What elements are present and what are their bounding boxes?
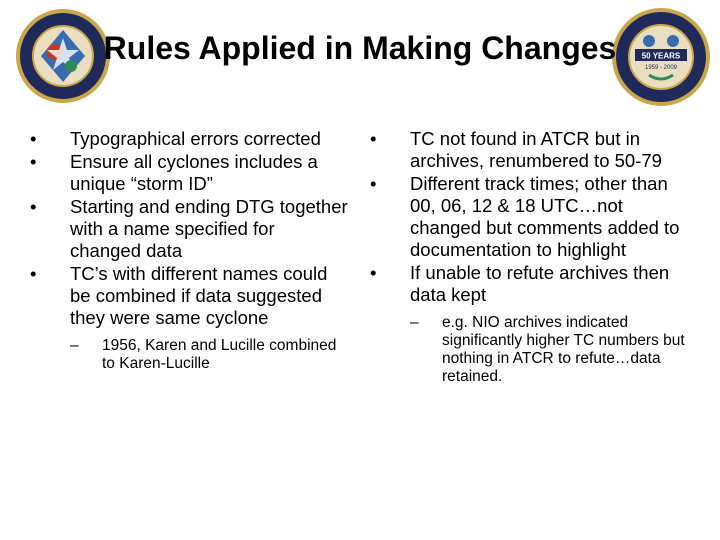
list-item	[30, 196, 350, 262]
left-column	[30, 128, 350, 374]
right-column	[370, 128, 690, 387]
list-item-text: Different track times; other than 00, 06, 12 & 18 UTC…not changed but comments added to documentation to highlight	[410, 173, 680, 260]
seal-range-label: 1959 - 2009	[644, 65, 678, 71]
bullet-icon: •	[370, 128, 377, 149]
list-item	[370, 262, 690, 386]
bullet-icon: •	[30, 263, 37, 284]
list-item	[30, 151, 350, 195]
list-item-text: If unable to refute archives then data kept	[410, 262, 670, 305]
list-item	[30, 263, 350, 373]
page-title: Rules Applied in Making Changes	[103, 30, 617, 66]
dash-icon: –	[410, 314, 419, 331]
bullet-icon: •	[370, 262, 377, 283]
list-item-text: TC not found in ATCR but in archives, renumbered to 50-79	[410, 128, 662, 171]
list-item-text: TC’s with different names could be combined if data suggested they were same cyclone	[70, 263, 328, 328]
sub-list-item-text: 1956, Karen and Lucille combined to Karen-Lucille	[102, 337, 337, 372]
sub-list-item	[70, 337, 350, 373]
dash-icon: –	[70, 337, 79, 354]
seal-years-label: 50 YEARS	[641, 51, 681, 61]
bullet-icon: •	[30, 196, 37, 217]
list-item	[370, 173, 690, 261]
sub-list-item-text: e.g. NIO archives indicated significantly higher TC numbers but nothing in ATCR to refute…data retained.	[442, 314, 685, 385]
list-item	[30, 128, 350, 150]
bullet-icon: •	[30, 151, 37, 172]
list-item-text: Typographical errors corrected	[70, 128, 321, 149]
sub-list-item	[410, 314, 690, 386]
list-item	[370, 128, 690, 172]
bullet-icon: •	[30, 128, 37, 149]
list-item-text: Ensure all cyclones includes a unique “storm ID”	[70, 151, 318, 194]
bullet-icon: •	[370, 173, 377, 194]
list-item-text: Starting and ending DTG together with a name specified for changed data	[70, 196, 348, 261]
